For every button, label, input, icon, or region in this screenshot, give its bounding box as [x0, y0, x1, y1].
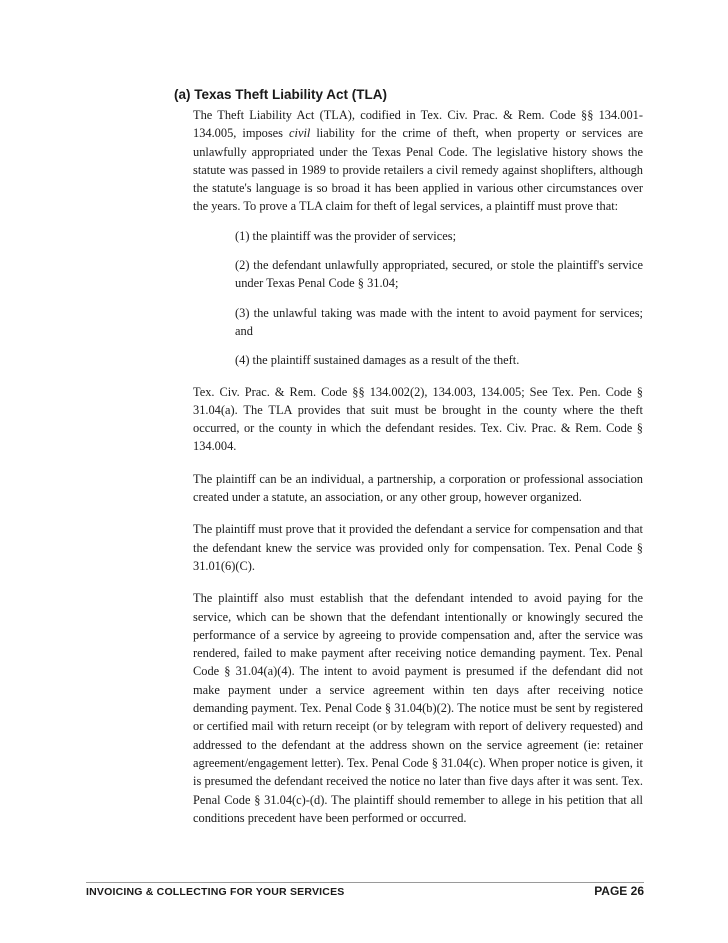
- intent-paragraph: The plaintiff also must establish that the defendant intended to avoid paying for the service, which can be shown that the defendant intentionally or knowingly secured the performance of a service by agreeing to provide compensation and, after the service was rendered, failed to make payment after receiving notice demanding payment. Tex. Penal Code § 31.04(a)(4). The intent to avoid payment is presumed if the defendant did not make payment under a service agreement within ten days after receiving notice demanding payment. Tex. Penal Code § 31.04(b)(2). The notice must be sent by registered or certified mail with return receipt (or by telegram with report of delivery requested) and addressed to the defendant at the address shown on the service agreement (ie: retainer agreement/engagement letter). Tex. Penal Code § 31.04(c). When proper notice is given, it is presumed the defendant received the notice no later than five days after it was sent. Tex. Penal Code § 31.04(c)-(d). The plaintiff should remember to allege in his petition that all conditions precedent have been performed or occurred.: [193, 591, 643, 825]
- page-number: PAGE 26: [594, 884, 644, 898]
- plaintiff-paragraph: The plaintiff can be an individual, a partnership, a corporation or professional association created under a statute, an association, or any other group, however organized.: [193, 471, 643, 505]
- compensation-paragraph: The plaintiff must prove that it provided the defendant a service for compensation and that the defendant knew the service was provided only for compensation. Tex. Penal Code § 31.01(6)(C).: [193, 522, 643, 573]
- elements-list: [235, 227, 643, 370]
- list-item: (4) the plaintiff sustained damages as a result of the theft.: [235, 353, 520, 368]
- section-body: [193, 106, 643, 841]
- list-item: (3) the unlawful taking was made with the intent to avoid payment for services; and: [235, 305, 643, 338]
- footer-divider: [86, 882, 644, 883]
- list-item: (2) the defendant unlawfully appropriated, secured, or stole the plaintiff's service under Texas Penal Code § 31.04;: [235, 258, 643, 291]
- citation-paragraph: Tex. Civ. Prac. & Rem. Code §§ 134.002(2), 134.003, 134.005; See Tex. Pen. Code § 31.04(a). The TLA provides that suit must be brought in the county where the theft occurred, or the county in which the defendant resides. Tex. Civ. Prac. & Rem. Code § 134.004.: [193, 384, 643, 454]
- section-heading: (a) Texas Theft Liability Act (TLA): [174, 87, 388, 102]
- list-item: (1) the plaintiff was the provider of services;: [235, 228, 457, 243]
- intro-text-part2: liability for the crime of theft, when property or services are unlawfully appropriated under the Texas Penal Code. The legislative history shows the statute was passed in 1989 to provide retailers a civil remedy against shoplifters, although the statute's language is so broad it has been applied in various other circumstances over the years. To prove a TLA claim for theft of legal services, a plaintiff must prove that:: [193, 126, 643, 214]
- intro-italic: civil: [289, 126, 311, 141]
- footer-title: INVOICING & COLLECTING FOR YOUR SERVICES: [86, 886, 345, 898]
- intro-paragraph: [193, 106, 643, 216]
- intro-text-part1: The Theft Liability Act (TLA), codified in Tex. Civ. Prac. & Rem. Code §§ 134.001-134.005, imposes: [193, 108, 643, 141]
